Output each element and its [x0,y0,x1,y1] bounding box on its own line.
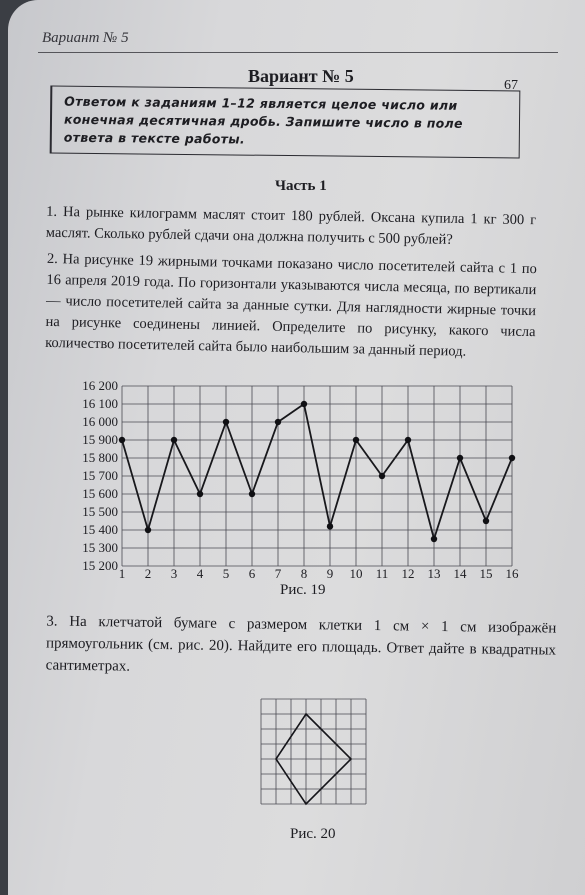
x-tick-label: 11 [375,566,389,578]
data-point [431,536,437,542]
y-tick-label: 15 600 [82,486,118,501]
y-tick-label: 15 400 [82,522,118,537]
data-point [353,437,359,443]
variant-title: Вариант № 5 [248,66,354,86]
instructions-text: Ответом к заданиям 1–12 является целое число или конечная десятичная дробь. Запишите число в поле ответа в тексте работы. [63,93,463,147]
visitors-chart [66,378,526,578]
data-point [197,491,203,497]
y-tick-label: 15 900 [82,432,118,447]
page-number: 67 [504,78,518,93]
task-3-number: 3. [46,613,58,630]
data-point [509,455,515,461]
data-point [249,491,255,497]
data-point [145,527,151,533]
x-tick-label: 16 [505,566,519,578]
task-1-number: 1. [46,203,58,220]
task-2-text: На рисунке 19 жирными точками показано число посетителей сайта с 1 по 16 апреля 2019 года. По горизонтали указываются числа месяца, по вертикали — число посетителей сайта за данные сутки. Для наглядности жирные точки на рисунке соединены линией. Определите по рисунку, какого числа количество посетителей сайта было наибольшим за данный период. [45,251,538,360]
header-rule [38,52,558,53]
task-3-text: На клетчатой бумаге с размером клетки 1 см × 1 см изображён прямоугольник (см. рис. 20). Найдите его площадь. Ответ дайте в квадратных сантиметрах. [45,613,557,675]
x-tick-label: 14 [453,566,467,578]
x-tick-label: 1 [118,566,126,578]
x-tick-label: 13 [427,566,441,578]
x-tick-label: 15 [479,566,493,578]
y-tick-label: 16 200 [82,378,118,393]
data-point [171,437,177,443]
x-tick-label: 4 [196,566,204,578]
data-point [223,419,229,425]
grid-rectangle-figure [256,694,376,814]
series-line [122,404,512,539]
y-tick-label: 16 000 [82,414,118,429]
data-point [327,523,333,529]
task-2 [45,249,537,364]
x-tick-label: 3 [170,566,178,578]
task-1 [46,202,537,253]
x-tick-label: 12 [401,566,415,578]
y-tick-label: 15 700 [82,468,118,483]
data-point [379,473,385,479]
y-tick-label: 15 200 [82,558,118,573]
x-tick-label: 7 [274,566,282,578]
y-tick-label: 15 500 [82,504,118,519]
data-point [301,401,307,407]
y-tick-label: 16 100 [82,396,118,411]
instructions-box [50,86,521,159]
x-tick-label: 9 [326,566,334,578]
y-tick-label: 15 800 [82,450,118,465]
data-point [275,419,281,425]
data-point [483,518,489,524]
figure-19-caption: Рис. 19 [280,582,326,598]
x-tick-label: 2 [144,566,152,578]
data-point [119,437,125,443]
task-3 [46,610,557,683]
data-point [457,455,463,461]
figure-20-caption: Рис. 20 [290,826,336,842]
part-title: Часть 1 [275,178,327,194]
task-1-text: На рынке килограмм маслят стоит 180 рублей. Оксана купила 1 кг 300 г маслят. Сколько рублей сдачи она должна получить с 500 рублей? [45,204,537,248]
x-tick-label: 6 [248,566,256,578]
data-point [405,437,411,443]
book-page [8,0,585,895]
x-tick-label: 5 [222,566,230,578]
x-tick-label: 10 [349,566,363,578]
task-2-number: 2. [46,250,58,268]
running-head: Вариант № 5 [42,30,129,46]
y-tick-label: 15 300 [82,540,118,555]
x-tick-label: 8 [300,566,308,578]
